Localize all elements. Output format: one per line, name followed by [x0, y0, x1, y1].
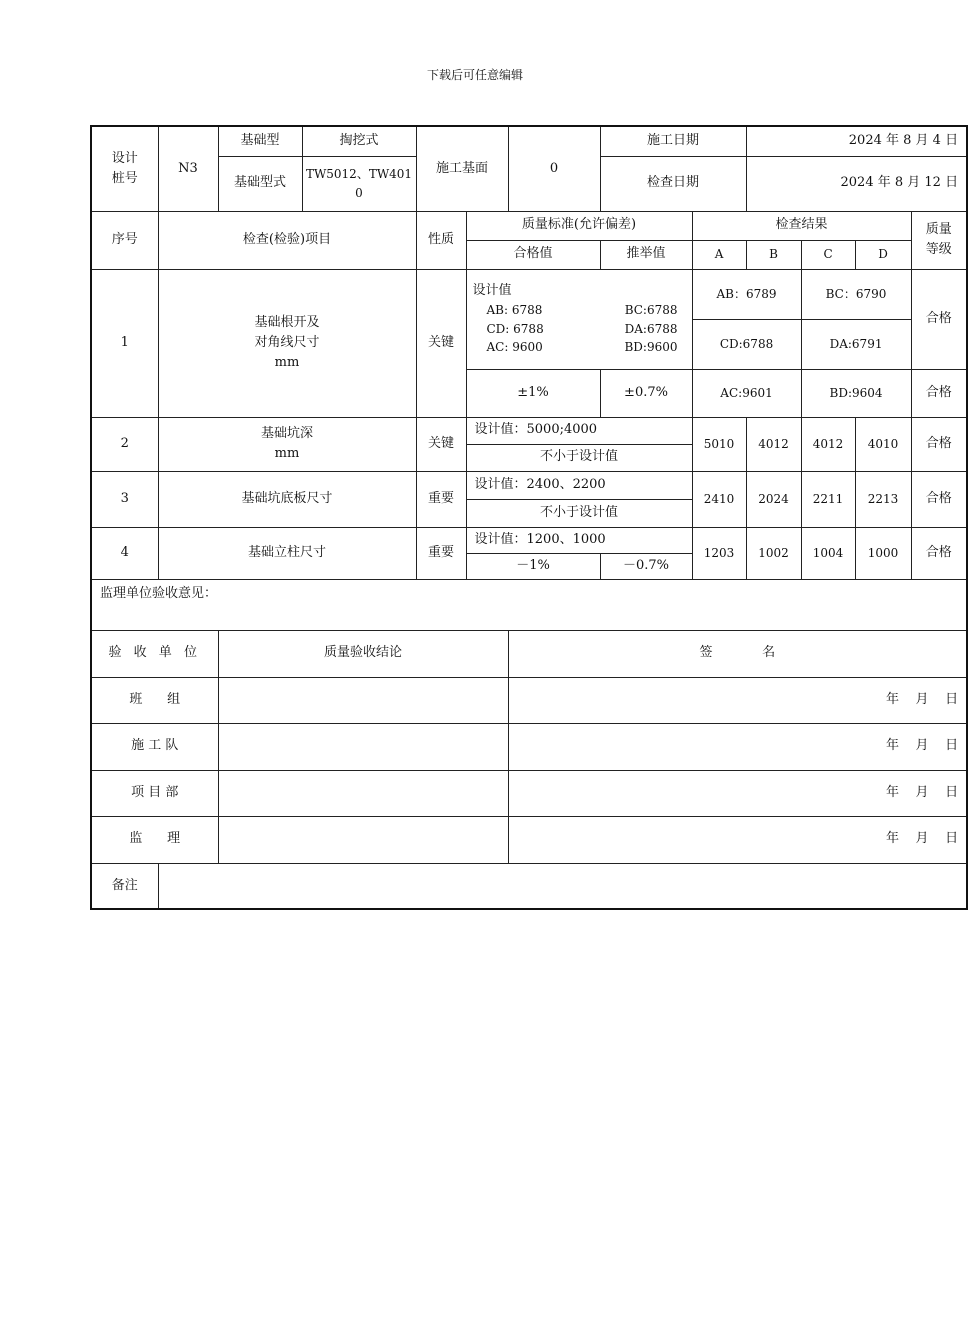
- item2-b: 4012: [746, 417, 801, 471]
- item3-b: 2024: [746, 471, 801, 527]
- check-date-label: 检查日期: [600, 156, 746, 211]
- item2-grade: 合格: [911, 417, 967, 471]
- download-note: 下载后可任意编辑: [426, 68, 523, 82]
- item3-c: 2211: [801, 471, 855, 527]
- item4-pass-value: －1%: [466, 553, 600, 579]
- item1-std-title: 设计值: [472, 283, 512, 299]
- foundation-form-label: 基础型式: [218, 156, 302, 211]
- item3-d: 2213: [855, 471, 911, 527]
- item2-no: 2: [91, 417, 158, 471]
- item1-std-pair-2: CD: 6788 DA:6788: [486, 321, 678, 336]
- col-d: D: [855, 240, 911, 269]
- col-b: B: [746, 240, 801, 269]
- item3-no: 3: [91, 471, 158, 527]
- pile-label: 设计 桩号: [91, 126, 158, 211]
- col-pass-value: 合格值: [466, 240, 600, 269]
- item1-result-bd: BD:9604: [801, 369, 911, 417]
- accept-row-project-date: 年 月 日: [508, 770, 967, 816]
- accept-row-crew: 施 工 队: [91, 723, 218, 770]
- accept-conclusion-header: 质量验收结论: [218, 630, 508, 677]
- accept-row-crew-date: 年 月 日: [508, 723, 967, 770]
- item4-design-value: 设计值：1200、1000: [466, 527, 692, 553]
- item1-result-cd: CD:6788: [692, 319, 801, 369]
- col-no: 序号: [91, 211, 158, 269]
- item1-result-da: DA:6791: [801, 319, 911, 369]
- item2-design-value: 设计值：5000;4000: [466, 417, 692, 444]
- foundation-type-label: 基础型: [218, 126, 302, 156]
- item3-design-value: 设计值：2400、2200: [466, 471, 692, 499]
- accept-row-supervisor: 监 理: [91, 816, 218, 863]
- item2-name: 基础坑深 mm: [158, 417, 416, 471]
- build-date-label: 施工日期: [600, 126, 746, 156]
- item4-d: 1000: [855, 527, 911, 579]
- item1-result-bc: BC：6790: [801, 269, 911, 319]
- accept-row-team-conclusion: [218, 677, 508, 723]
- col-a: A: [692, 240, 746, 269]
- foundation-type-value: 掏挖式: [302, 126, 416, 156]
- col-recommend: 推举值: [600, 240, 692, 269]
- build-date-value: 2024 年 8 月 4 日: [746, 126, 967, 156]
- item1-result-ab: AB：6789: [692, 269, 801, 319]
- accept-row-team-date: 年 月 日: [508, 677, 967, 723]
- item4-name: 基础立柱尺寸: [158, 527, 416, 579]
- item3-a: 2410: [692, 471, 746, 527]
- item4-nature: 重要: [416, 527, 466, 579]
- item4-no: 4: [91, 527, 158, 579]
- item1-grade: 合格: [911, 269, 967, 369]
- item2-a: 5010: [692, 417, 746, 471]
- check-date-value: 2024 年 8 月 12 日: [746, 156, 967, 211]
- col-nature: 性质: [416, 211, 466, 269]
- item1-grade-2: 合格: [911, 369, 967, 417]
- item1-name: 基础根开及 对角线尺寸 mm: [158, 269, 416, 417]
- item1-recommend: ±0.7%: [600, 369, 692, 417]
- item4-c: 1004: [801, 527, 855, 579]
- construction-base-label: 施工基面: [416, 126, 508, 211]
- accept-unit-header: 验 收 单 位: [91, 630, 218, 677]
- accept-row-crew-conclusion: [218, 723, 508, 770]
- item2-c: 4012: [801, 417, 855, 471]
- remark-value: [158, 863, 967, 909]
- item4-grade: 合格: [911, 527, 967, 579]
- item2-nature: 关键: [416, 417, 466, 471]
- item3-name: 基础坑底板尺寸: [158, 471, 416, 527]
- foundation-form-value: TW5012、TW4010: [302, 156, 416, 211]
- item1-result-ac: AC:9601: [692, 369, 801, 417]
- accept-row-project: 项 目 部: [91, 770, 218, 816]
- remark-label: 备注: [91, 863, 158, 909]
- accept-row-team: 班 组: [91, 677, 218, 723]
- supervision-opinion: 监理单位验收意见：: [91, 579, 967, 630]
- pile-value: N3: [158, 126, 218, 211]
- col-c: C: [801, 240, 855, 269]
- col-result: 检查结果: [692, 211, 911, 240]
- item3-requirement: 不小于设计值: [466, 499, 692, 527]
- item1-standard: [466, 269, 692, 369]
- item1-pass-value: ±1%: [466, 369, 600, 417]
- col-grade: 质量 等级: [911, 211, 967, 269]
- accept-row-project-conclusion: [218, 770, 508, 816]
- item3-nature: 重要: [416, 471, 466, 527]
- accept-row-supervisor-date: 年 月 日: [508, 816, 967, 863]
- item1-nature: 关键: [416, 269, 466, 417]
- accept-sign-header: 签 名: [508, 630, 967, 677]
- construction-base-value: 0: [508, 126, 600, 211]
- item4-b: 1002: [746, 527, 801, 579]
- item4-a: 1203: [692, 527, 746, 579]
- item1-std-pair-1: AB: 6788 BC:6788: [486, 303, 678, 318]
- item1-std-pair-3: AC: 9600 BD:9600: [486, 340, 678, 355]
- item3-grade: 合格: [911, 471, 967, 527]
- item2-d: 4010: [855, 417, 911, 471]
- col-item: 检查(检验)项目: [158, 211, 416, 269]
- item1-no: 1: [91, 269, 158, 417]
- accept-row-supervisor-conclusion: [218, 816, 508, 863]
- col-standard: 质量标准(允许偏差): [466, 211, 692, 240]
- inspection-form: [90, 125, 968, 910]
- item4-recommend: －0.7%: [600, 553, 692, 579]
- item2-requirement: 不小于设计值: [466, 444, 692, 471]
